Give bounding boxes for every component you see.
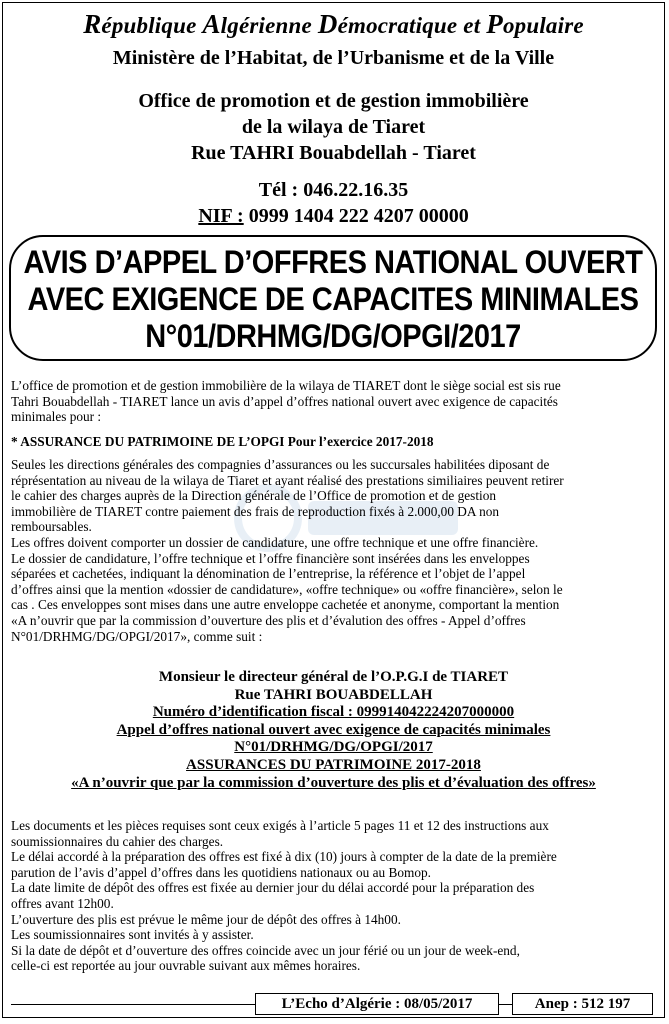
title-line-1: AVIS D’APPEL D’OFFRES NATIONAL OUVERT <box>23 245 643 281</box>
title-box <box>9 235 657 361</box>
republic-word-2: Algérienne <box>202 9 318 39</box>
republic-word-5: Populaire <box>486 9 584 39</box>
telephone: Tél : 046.22.16.35 <box>258 179 409 201</box>
address-nif: Numéro d’identification fiscal : 099914042224207000000 <box>152 704 515 721</box>
text-line: Les offres doivent comporter un dossier de candidature, une offre technique et une offre financière. <box>11 534 539 550</box>
text-line: Seules les directions générales des compagnies d’assurances ou les succursales habilitées diposant de <box>11 457 550 472</box>
republic-heading <box>3 9 664 40</box>
ministry-heading: Ministère de l’Habitat, de l’Urbanisme et de la Ville <box>112 47 555 69</box>
intro-paragraph <box>11 378 651 425</box>
text-line: Les soumissionnaires sont invités à y assister. <box>11 927 254 943</box>
text-line: «A n’ouvrir que par la commission d’ouverture des plis et d’évalution des offres - Appel d’offres <box>11 612 526 628</box>
address-tender-type: Appel d’offres national ouvert avec exigence de capacités minimales <box>116 721 551 738</box>
text-line: offres avant 12h00. <box>11 895 114 911</box>
text-line: N°01/DRHMG/DG/OPGI/2017», comme suit : <box>11 628 263 644</box>
text-line: Le dossier de candidature, l’offre technique et l’offre financière sont insérées dans les enveloppes <box>11 550 530 566</box>
text-line: soumissionnaires du cahier des charges. <box>11 833 224 849</box>
title-reference: N°01/DRHMG/DG/OPGI/2017 <box>145 319 521 355</box>
republic-word-1: République <box>83 9 203 39</box>
address-recipient: Monsieur le directeur général de l’O.P.G.I de TIARET <box>158 669 509 685</box>
text-line: cas . Ces enveloppes sont mises dans une autre enveloppe cachetée et anonyme, comportant la mention <box>11 597 560 613</box>
tender-subject: * ASSURANCE DU PATRIMOINE DE L’OPGI Pour l’exercice 2017-2018 <box>11 434 434 449</box>
text-line: Si la date de dépôt et d’ouverture des offres coincide avec un jour férié ou un jour de week-end, <box>11 942 520 958</box>
text-line: L’ouverture des plis est prévue le même jour de dépôt des offres à 14h00. <box>11 911 401 927</box>
anep-stamp: Anep : 512 197 <box>512 993 653 1015</box>
nif-label: NIF : <box>198 205 244 227</box>
address-mention: «A n’ouvrir que par la commission d’ouverture des plis et d’évaluation des offres» <box>71 774 596 791</box>
text-line: Tahri Bouabdellah - TIARET lance un avis d’appel d’offres national ouvert avec exigence de capacités <box>11 393 558 409</box>
conditions-paragraph <box>11 457 651 644</box>
office-line-1: Office de promotion et de gestion immobilière <box>138 90 529 112</box>
text-line: L’office de promotion et de gestion immobilière de la wilaya de TIARET dont le siège social est sis rue <box>11 378 561 393</box>
publication-stamp: L’Echo d’Algérie : 08/05/2017 <box>255 993 499 1015</box>
address-street: Rue TAHRI BOUABDELLAH <box>234 686 433 703</box>
office-line-2: de la wilaya de Tiaret <box>241 116 426 138</box>
nif-value: 0999 1404 222 4207 00000 <box>243 205 469 227</box>
nif-line <box>3 205 664 228</box>
address-subject: ASSURANCES DU PATRIMOINE 2017-2018 <box>186 756 481 773</box>
text-line: minimales pour : <box>11 409 102 425</box>
office-heading <box>3 88 664 166</box>
text-line: parution de l’avis d’appel d’offres dans les quotidiens nationaux ou au Bomop. <box>11 864 431 880</box>
text-line: La date limite de dépôt des offres est fixée au dernier jour du délai accordé pour la préparation des <box>11 880 535 896</box>
address-reference: N°01/DRHMG/DG/OPGI/2017 <box>234 739 433 756</box>
text-line: Les documents et les pièces requises sont ceux exigés à l’article 5 pages 11 et 12 des instructions aux <box>11 818 549 833</box>
footer-rule-middle <box>499 1004 512 1005</box>
text-line: le cahier des charges auprès de la Direction générale de l’Office de promotion et de gestion <box>11 488 497 504</box>
submission-address <box>3 669 664 792</box>
office-address: Rue TAHRI Bouabdellah - Tiaret <box>191 142 476 164</box>
footer-rule-left <box>11 1004 255 1005</box>
text-line: remboursables. <box>11 519 92 535</box>
text-line: séparées et cachetées, indiquant la dénomination de l’entreprise, la référence et l’objet de l’appel <box>11 566 526 582</box>
tender-notice <box>2 2 665 1018</box>
republic-word-4: et <box>463 13 487 38</box>
text-line: d’offres ainsi que la mention «dossier de candidature», «offre technique» ou «offre financière», selon le <box>11 581 563 597</box>
text-line: celle-ci est reportée au jour ouvrable suivant aux mêmes horaires. <box>11 958 361 974</box>
procedure-paragraph <box>11 818 651 974</box>
title-line-2: AVEC EXIGENCE DE CAPACITES MINIMALES <box>27 282 639 318</box>
text-line: réprésentation au niveau de la wilaya de Tiaret et ayant réalisé des prestations similiaires peuvent retirer <box>11 472 564 488</box>
text-line: immobilière de TIARET contre paiement des frais de reproduction fixés à 2.000,00 DA non <box>11 503 500 519</box>
republic-word-3: Démocratique <box>317 9 464 39</box>
text-line: Le délai accordé à la préparation des offres est fixé à dix (10) jours à compter de la date de la première <box>11 849 557 865</box>
